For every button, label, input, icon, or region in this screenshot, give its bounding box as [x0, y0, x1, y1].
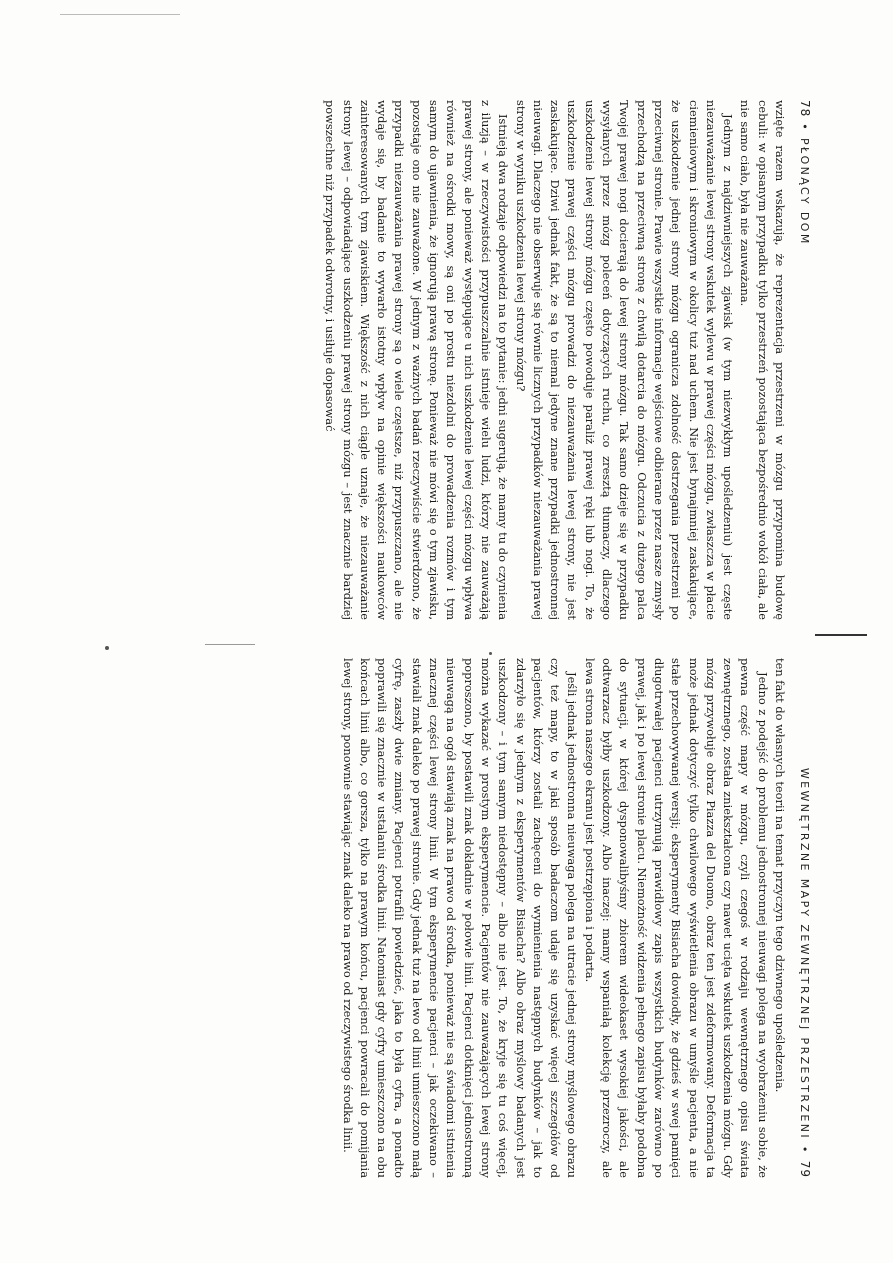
page-79 — [52, 658, 812, 1178]
page-number: 79 — [798, 1160, 812, 1178]
paragraph: Istnieją dwa rodzaje odpowiedzi na to pytanie: jedni sugerują, że mamy tu do czynienia z iluzją – w rzeczywistości przypuszczalnie istnieje wielu ludzi, którzy nie zauważają prawej strony, ale ponieważ występujące u nich uszkodzenie lewej części mózgu wpływa również na ośrodki mowy, są oni po prostu niezdolni do prowadzenia rozmów i tym samym do ujawnienia, że ignorują prawą stronę. Ponieważ nie mówi się o tym zjawisku, pozostaje ono nie zauważone. W jednym z ważnych badań rzeczywiście stwierdzono, że przypadki niezauważania prawej strony są o wiele częstsze, niż przypuszczano, ale nie wydaje się, by badanie to wywarło istotny wpływ na opinie większości naukowców zainteresowanych tym zjawiskiem. Większość z nich ciągle uznaje, że niezauważanie strony lewej – odpowiadające uszkodzeniu prawej strony mózgu – jest znacznie bardziej powszechne niż przypadek odwrotny, i usiłuje dopasować — [323, 100, 511, 620]
paragraph: ten fakt do własnych teorii na temat przyczyn tego dziwnego upośledzenia. — [773, 658, 787, 1093]
scan-speck — [105, 646, 109, 650]
paragraph: wzięte razem wskazują, że reprezentacja przestrzeni w mózgu przypomina budowę cebuli: w opisanym przypadku tylko przestrzeń pozostająca bezpośrednio wokół ciała, ale nie samo ciało, była nie zauważana. — [738, 100, 787, 620]
paragraph: Jeśli jednak jednostronna nieuwaga polega na utracie jednej strony myślowego obrazu czy też mapy, to w jaki sposób badaczom udaje się uzyskać więcej szczegółów od pacjentów, którzy zostali zachęceni do wymienienia następnych budynków – jak to zdarzyło się w jednym z eksperymentów Bisiacha? Albo obraz myślowy badanych jest uszkodzony – i tym samym niedostępny – albo nie jest. To, że kryje się tu coś więcej, można wykazać w prostym eksperymencie. Pacjentów nie zauważających lewej strony poproszono, by postawili znak dokładnie w połowie linii. Pacjenci dotknięci jednostronną nieuwagą na ogół stawiają znak na prawo od środka, ponieważ nie są świadomi istnienia znacznej części lewej strony linii. W tym eksperymencie pacjenci – jak oczekiwano – stawiali znak daleko po prawej stronie. Gdy jednak tuż na lewo od linii umieszczono małą cyfrę, zaszły dwie zmiany. Pacjenci potrafili powiedzieć, jaka to była cyfra, a ponadto poprawili się znacznie w ustalaniu środka linii. Natomiast gdy cyfry umieszczono na obu końcach linii albo, co gorsza, tylko na prawym końcu, pacjenci powracali do pomijania lewej strony, ponownie stawiając znak daleko na prawo od rzeczywistego środka linii. — [340, 658, 580, 1178]
running-head-title: PŁONĄCY DOM — [798, 137, 811, 246]
paragraph: Jedno z podejść do problemu jednostronnej nieuwagi polega na wyobrażeniu sobie, że pewna część mapy w mózgu, czyli czegoś w rodzaju wewnętrznego opisu świata zewnętrznego, została zniekształcona czy nawet ucięta wskutek uszkodzenia mózgu. Gdy mózg przywołuje obraz Piazza del Duomo, obraz ten jest zdeformowany. Deformacja ta może jednak dotyczyć tylko chwilowego wyświetlenia obrazu w umyśle pacjenta, a nie stałe przechowywanej wersji; eksperymenty Bisiacha dowiodły, że gdzieś w swej pamięci długotrwałej pacjenci utrzymują prawidłowy zapis wszystkich budynków zarówno po prawej, jak i po lewej stronie placu. Niemożność widzenia pełnego zapisu byłaby podobna do sytuacji, w której dysponowalibyśmy zbiorem wideokaset wysokiej jakości, ale odtwarzacz byłby uszkodzony. Albo inaczej: mamy wspaniałą kolekcję przezroczy, ale lewa strona naszego ekranu jest postrzępiona i podarta. — [582, 658, 770, 1178]
running-head — [790, 658, 812, 1178]
bullet-separator: • — [798, 123, 811, 133]
page-78 — [52, 100, 812, 620]
page-body — [321, 100, 788, 620]
running-head-title: WEWNĘTRZNE MAPY ZEWNĘTRZNEJ PRZESTRZENI — [798, 767, 811, 1141]
gutter-mark — [815, 634, 867, 636]
running-head — [790, 100, 812, 620]
paragraph: Jednym z najdziwniejszych zjawisk (w tym niezwykłym upośledzeniu) jest częste niezauważanie lewej strony wskutek wylewu w prawej części mózgu, zwłaszcza w płacie ciemieniowym i skroniowym w okolicy tuż nad uchem. Nie jest bynajmniej zaskakujące, że uszkodzenie jednej strony mózgu ogranicza zdolność dostrzegania przestrzeni po przeciwnej stronie. Prawie wszystkie informacje wejściowe odbierane przez nasze zmysły przechodzą na przeciwną stronę z chwilą dotarcia do mózgu. Odczucia z dużego palca Twojej prawej nogi docierają do lewej strony mózgu. Tak samo dzieje się w przypadku wysyłanych przez mózg poleceń dotyczących ruchu, co zresztą tłumaczy, dlaczego uszkodzenie lewej strony mózgu często powoduje paraliż prawej ręki lub nogi. To, że uszkodzenie prawej części mózgu prowadzi do niezauważania lewej strony, nie jest zaskakujące. Dziwi jednak fakt, że są to niemal jedyne znane przypadki jednostronnej nieuwagi. Dlaczego nie obserwuje się równie licznych przypadków niezauważania prawej strony w wyniku uszkodzenia lewej strony mózgu? — [513, 100, 736, 620]
page-body — [338, 658, 788, 1178]
gutter-mark — [205, 644, 255, 645]
scan-speck — [489, 652, 492, 655]
page-number: 78 — [798, 100, 812, 118]
bullet-separator: • — [798, 1145, 811, 1155]
scan-edge-line — [60, 14, 180, 15]
